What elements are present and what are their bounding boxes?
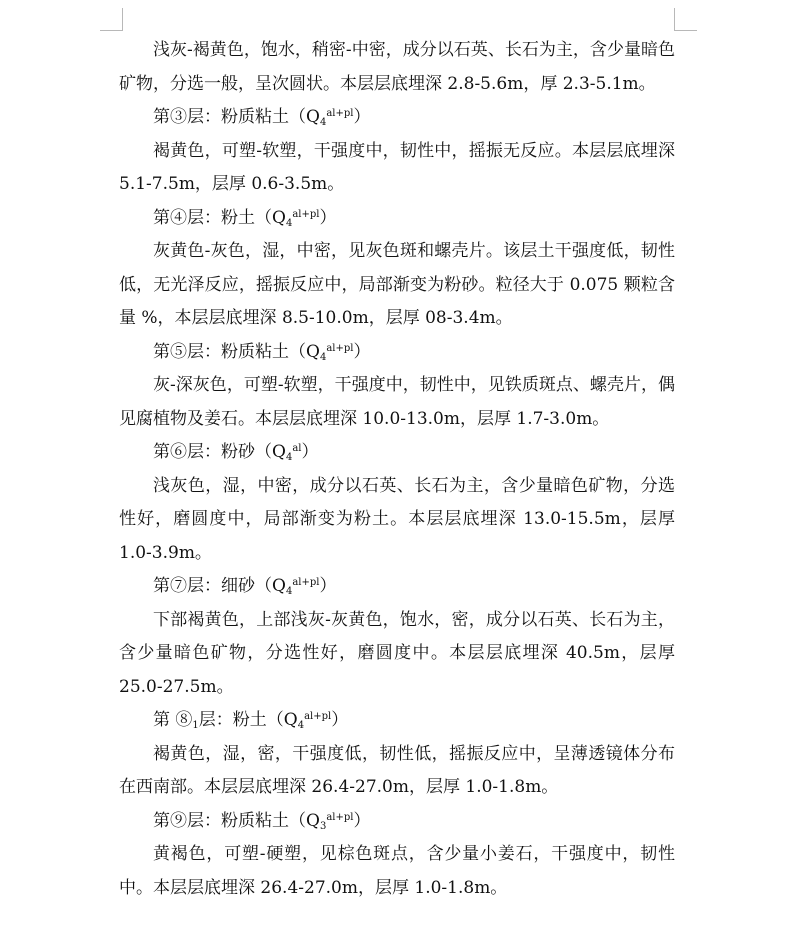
layer-4-description: 灰黄色-灰色，湿，中密，见灰色斑和螺壳片。该层土干强度低，韧性低，无光泽反应，摇振反应中，局部渐变为粉砂。粒径大于 0.075 颗粒含量 %，本层层底埋深 8.5-10.0m，层厚 08-3.4m。 <box>119 241 675 328</box>
layer-5-description: 灰-深灰色，可塑-软塑，干强度中，韧性中，见铁质斑点、螺壳片，偶见腐植物及姜石。本层层底埋深 10.0-13.0m，层厚 1.7-3.0m。 <box>119 375 675 429</box>
document-page <box>119 34 675 905</box>
layer-6-heading: 第⑥层：粉砂$(Q_4^{al})$ <box>153 442 319 463</box>
layer-4-heading: 第④层：粉土$(Q_4^{al+pl})$ <box>153 207 337 229</box>
layer-3-description: 褐黄色，可塑-软塑，干强度中，韧性中，摇振无反应。本层层底埋深 5.1-7.5m，层厚 0.6-3.5m。 <box>119 140 675 194</box>
layer-7-description: 下部褐黄色，上部浅灰-灰黄色，饱水，密，成分以石英、长石为主，含少量暗色矿物，分选性好，磨圆度中。本层层底埋深 40.5m，层厚 25.0-27.5m。 <box>119 609 675 697</box>
layer-5-heading: 第⑤层：粉质粘土$(Q_4^{al+pl})$ <box>153 341 371 363</box>
layer-6-description: 浅灰色，湿，中密，成分以石英、长石为主，含少量暗色矿物，分选性好，磨圆度中，局部渐变为粉土。本层层底埋深 13.0-15.5m，层厚 1.0-3.9m。 <box>119 475 675 563</box>
crop-mark-right <box>674 8 697 31</box>
layer-9-description: 黄褐色，可塑-硬塑，见棕色斑点，含少量小姜石，干强度中，韧性中。本层层底埋深 26.4-27.0m，层厚 1.0-1.8m。 <box>119 844 675 898</box>
layer-3-heading: 第③层：粉质粘土$(Q_4^{al+pl})$ <box>153 107 371 128</box>
crop-mark-left <box>100 8 123 31</box>
layer-8-1-description: 褐黄色，湿，密，干强度低，韧性低，摇振反应中，呈薄透镜体分布在西南部。本层层底埋深 26.4-27.0m，层厚 1.0-1.8m。 <box>119 743 675 797</box>
paragraph-sand-description: 浅灰-褐黄色，饱水，稍密-中密，成分以石英、长石为主，含少量暗色矿物，分选一般，呈次圆状。本层层底埋深 2.8-5.6m，厚 2.3-5.1m。 <box>119 40 675 94</box>
layer-7-heading: 第⑦层：细砂$(Q_4^{al+pl})$ <box>153 576 337 597</box>
layer-9-heading: 第⑨层：粉质粘土$(Q_3^{al+pl})$ <box>153 810 371 832</box>
layer-8-1-heading: 第 $⑧_1$层：粉土$(Q_4^{al+pl})$ <box>153 710 349 731</box>
